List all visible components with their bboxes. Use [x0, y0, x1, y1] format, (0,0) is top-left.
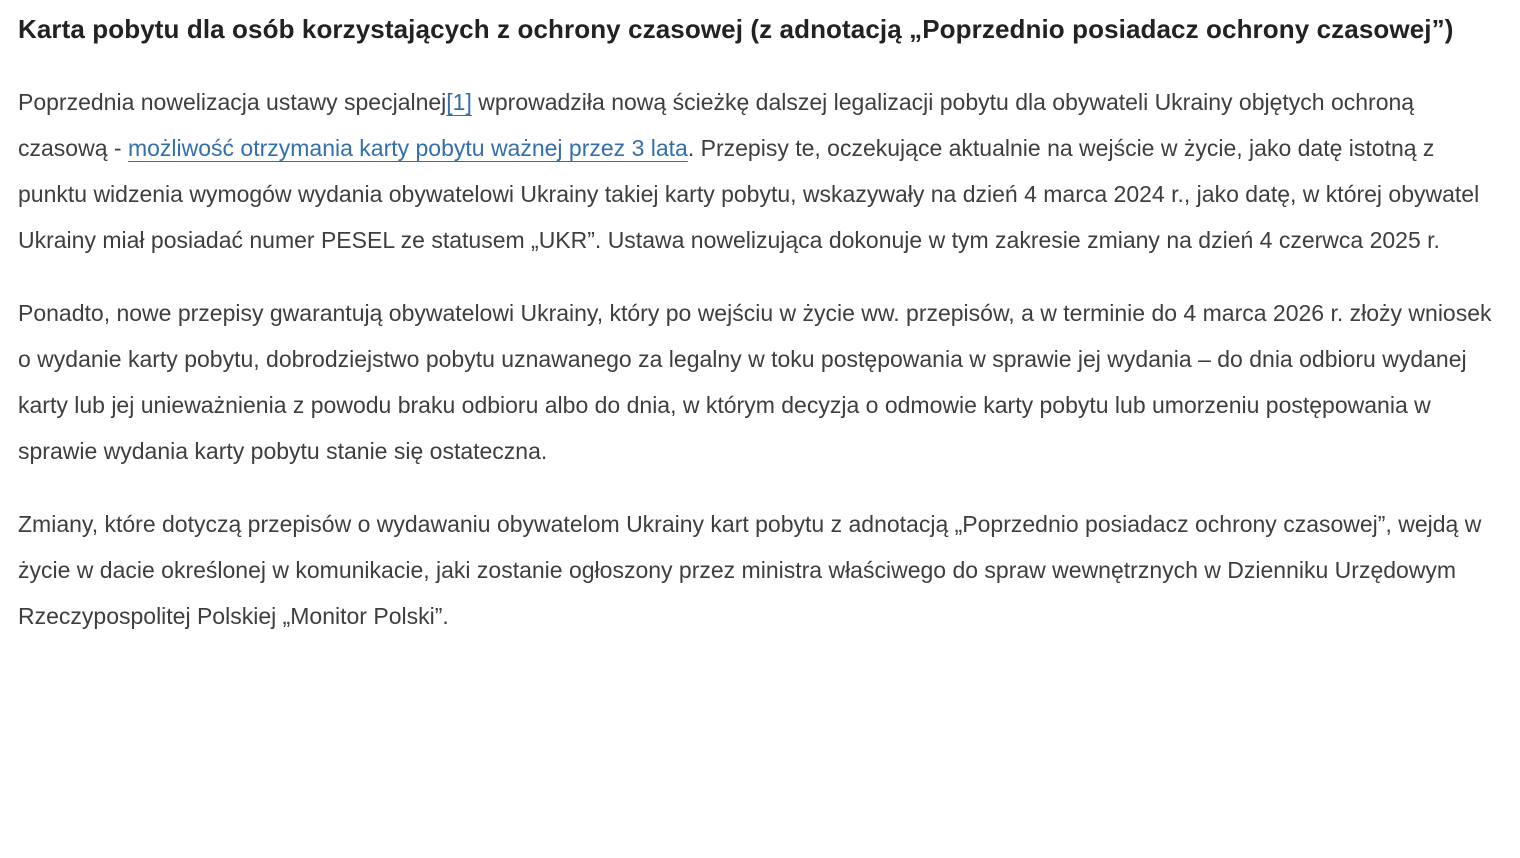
paragraph-text-after-link: . Przepisy te, oczekujące aktualnie na wejście w życie, jako datę istotną z punktu widzenia wymogów wydania obywatelowi Ukrainy takiej karty pobytu, wskazywały na dzień 4 marca 2024 r., jako datę, w której obywatel Ukrainy miał posiadać numer PESEL ze statusem „UKR”. Ustawa nowelizująca dokonuje w tym zakresie zmiany na dzień 4 czerwca 2025 r. — [18, 135, 1480, 253]
paragraph-text-between-links: wprowadziła nową ścieżkę dalszej legalizacji pobytu dla obywateli Ukrainy objętych ochroną czasową - — [18, 89, 1415, 161]
footnote-1-link[interactable]: [1] — [446, 89, 472, 115]
paragraph-legalization-path — [18, 79, 1500, 263]
paragraph-legal-stay-guarantee: Ponadto, nowe przepisy gwarantują obywatelowi Ukrainy, który po wejściu w życie ww. przepisów, a w terminie do 4 marca 2026 r. złoży wniosek o wydanie karty pobytu, dobrodziejstwo pobytu uznawanego za legalny w toku postępowania w sprawie jej wydania – do dnia odbioru wydanej karty lub jej unieważnienia z powodu braku odbioru albo do dnia, w którym decyzja o odmowie karty pobytu lub umorzeniu postępowania w sprawie wydania karty pobytu stanie się ostateczna. — [18, 300, 1492, 464]
paragraph-entry-into-force: Zmiany, które dotyczą przepisów o wydawaniu obywatelom Ukrainy kart pobytu z adnotacją „Poprzednio posiadacz ochrony czasowej”, wejdą w życie w dacie określonej w komunikacie, jaki zostanie ogłoszony przez ministra właściwego do spraw wewnętrznych w Dzienniku Urzędowym Rzeczypospolitej Polskiej „Monitor Polski”. — [18, 511, 1482, 629]
paragraph-text-before-footnote: Poprzednia nowelizacja ustawy specjalnej — [18, 89, 447, 115]
residence-card-3-years-link[interactable]: możliwość otrzymania karty pobytu ważnej przez 3 lata — [127, 135, 688, 161]
article-heading: Karta pobytu dla osób korzystających z ochrony czasowej (z adnotacją „Poprzednio posiadacz ochrony czasowej”) — [18, 14, 1454, 44]
